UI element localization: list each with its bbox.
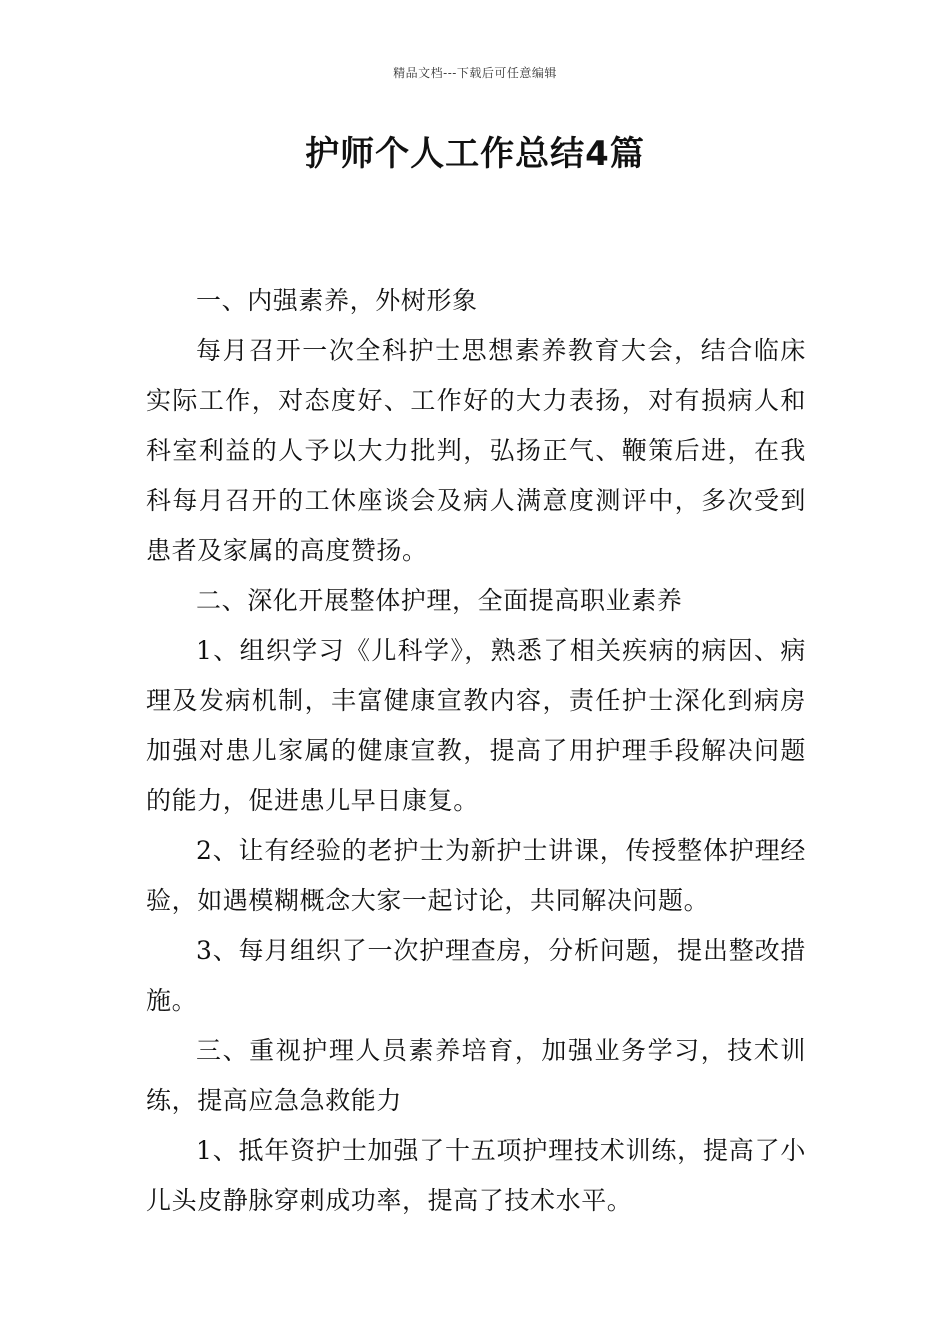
paragraph: 1、抵年资护士加强了十五项护理技术训练，提高了小儿头皮静脉穿刺成功率，提高了技术水平。	[146, 1136, 806, 1215]
paragraph: 3、每月组织了一次护理查房，分析问题，提出整改措施。	[146, 936, 806, 1015]
header-note: 精品文档---下载后可任意编辑	[393, 66, 557, 80]
paragraph: 1、组织学习《儿科学》，熟悉了相关疾病的病因、病理及发病机制，丰富健康宣教内容，责任护士深化到病房加强对患儿家属的健康宣教，提高了用护理手段解决问题的能力，促进患儿早日康复。	[146, 636, 806, 815]
paragraph: 每月召开一次全科护士思想素养教育大会，结合临床实际工作，对态度好、工作好的大力表扬，对有损病人和科室利益的人予以大力批判，弘扬正气、鞭策后进，在我科每月召开的工休座谈会及病人满意度测评中，多次受到患者及家属的高度赞扬。	[146, 336, 806, 565]
section-heading-2: 二、深化开展整体护理，全面提高职业素养	[196, 586, 683, 615]
document-title: 护师个人工作总结4篇	[305, 134, 645, 174]
section-heading-1: 一、内强素养，外树形象	[196, 286, 478, 315]
section-heading-3: 三、重视护理人员素养培育，加强业务学习，技术训练，提高应急急救能力	[146, 1036, 806, 1115]
paragraph: 2、让有经验的老护士为新护士讲课，传授整体护理经验，如遇模糊概念大家一起讨论，共同解决问题。	[146, 836, 806, 915]
document-body	[146, 276, 806, 1226]
